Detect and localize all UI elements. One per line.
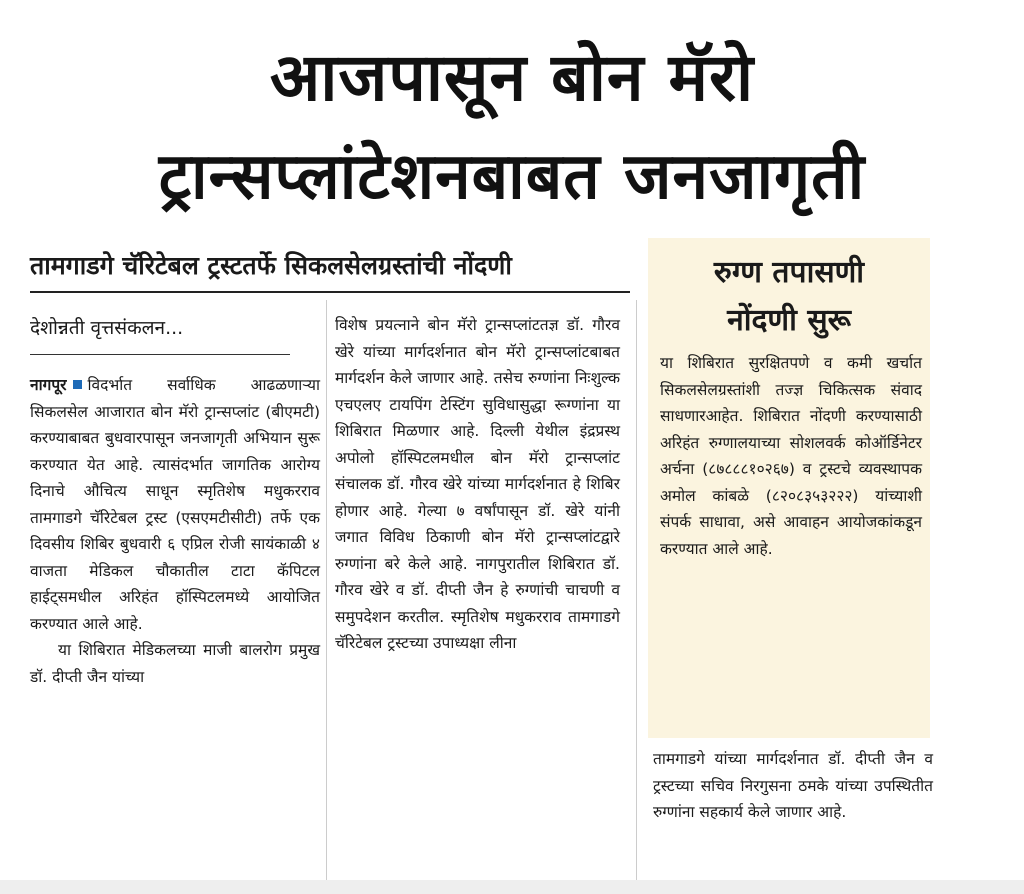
column-divider [326, 300, 327, 880]
headline-line-2: ट्रान्सप्लांटेशनबाबत जनजागृती [158, 140, 866, 214]
info-box-body: या शिबिरात सुरक्षितपणे व कमी खर्चात सिकलसेलग्रस्तांशी तज्ज्ञ चिकित्सक संवाद साधणारआहेत. शिबिरात नोंदणी करण्यासाठी अरिहंत रुग्णालयाच्या सोशलवर्क कोऑर्डिनेटर अर्चना (८७८८८१०२६७) व ट्रस्टचे व्यवस्थापक अमोल कांबळे (८२०८३५३२२२) यांच्याशी संपर्क साधावा, असे आवाहन आयोजकांकडून करण्यात आले आहे. [660, 354, 922, 558]
article-paragraph: विदर्भात सर्वाधिक आढळणाऱ्या सिकलसेल आजारात बोन मॅरो ट्रान्सप्लांट (बीएमटी) करण्याबाबत बुधवारपासून जनजागृती अभियान सुरू करण्यात येत आहे. त्यासंदर्भात जागतिक आरोग्य दिनाचे औचित्य साधून स्मृतिशेष मधुकरराव तामगाडगे चॅरिटेबल ट्रस्ट (एसएमटीसीटी) तर्फे एक दिवसीय शिबिर बुधवारी ६ एप्रिल रोजी सायंकाळी ४ वाजता मेडिकल चौकातील टाटा कॅपिटल हाईट्समधील अरिहंत हॉस्पिटलमध्ये आयोजित करण्यात आले आहे. [30, 376, 320, 633]
info-box-title-line-2: नोंदणी सुरू [727, 303, 851, 338]
article-column-1 [30, 372, 320, 690]
page-bottom-strip [0, 880, 1024, 894]
byline-rule [30, 354, 290, 355]
article-paragraph: या शिबिरात मेडिकलच्या माजी बालरोग प्रमुख डॉ. दीप्ती जैन यांच्या [30, 641, 320, 686]
article-column-2 [335, 312, 620, 657]
info-box-title-line-1: रुग्ण तपासणी [713, 255, 865, 290]
dateline-place: नागपूर [30, 376, 67, 394]
info-box [648, 238, 930, 738]
article-paragraph: विशेष प्रयत्नाने बोन मॅरो ट्रान्सप्लांटतज्ञ डॉ. गौरव खेरे यांच्या मार्गदर्शनात बोन मॅरो ट्रान्सप्लांटबाबत मार्गदर्शन केले जाणार आहे. तसेच रुग्णांना निःशुल्क एचएलए टायपिंग टेस्टिंग सुविधासुद्धा रूग्णांना या शिबिरात मिळणार आहे. दिल्ली येथील इंद्रप्रस्थ अपोलो हॉस्पिटलमधील बोन मॅरो ट्रान्सप्लांट संचालक डॉ. गौरव खेरे यांच्या मार्गदर्शनात हे शिबिर होणार आहे. गेल्या ७ वर्षांपासून डॉ. खेरे यांनी जगात विविध ठिकाणी बोन मॅरो ट्रान्सप्लांटद्वारे रुग्णांना बरे केले आहे. नागपुरातील शिबिरात डॉ. गौरव खेरे व डॉ. दीप्ती जैन हे रुग्णांची चाचणी व समुपदेशन करतील. स्मृतिशेष मधुकरराव तामगाडगे चॅरिटेबल ट्रस्टच्या उपाध्यक्षा लीना [335, 316, 620, 652]
square-bullet-icon [73, 380, 82, 389]
byline: देशोन्नती वृत्तसंकलन... [30, 317, 184, 339]
subheadline: तामगाडगे चॅरिटेबल ट्रस्टतर्फे सिकलसेलग्रस्तांची नोंदणी [30, 251, 512, 280]
subheadline-rule [30, 291, 630, 293]
column-divider [636, 300, 637, 880]
headline-line-1: आजपासून बोन मॅरो [269, 39, 755, 116]
article-paragraph: तामगाडगे यांच्या मार्गदर्शनात डॉ. दीप्ती जैन व ट्रस्टच्या सचिव निरगुसना ठमके यांच्या उपस्थितीत रुग्णांना सहकार्य केले जाणार आहे. [653, 750, 933, 821]
article-column-3 [653, 746, 933, 826]
